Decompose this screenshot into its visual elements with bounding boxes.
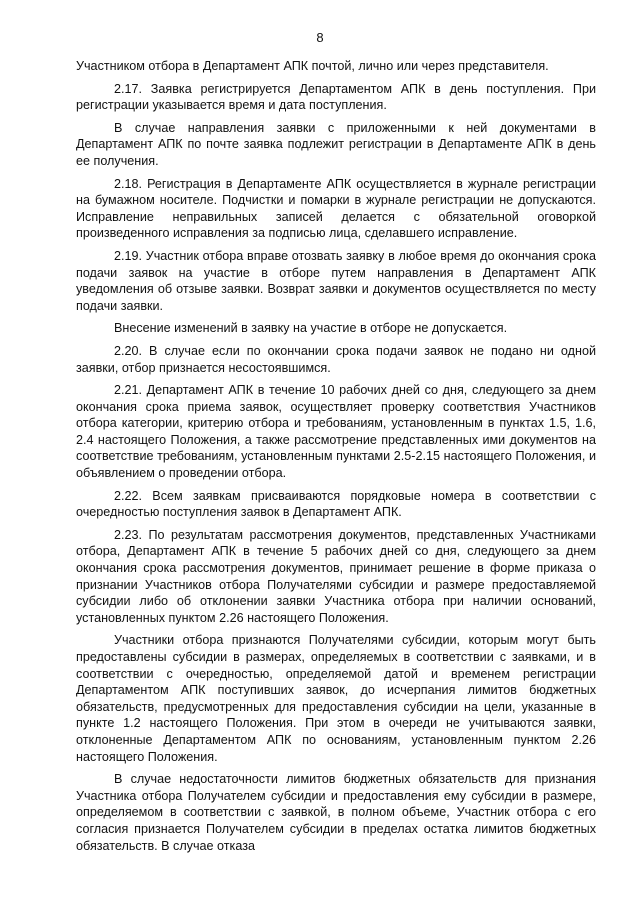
page-number: 8: [316, 30, 324, 45]
paragraph: В случае недостаточности лимитов бюджетных обязательств для признания Участника отбора Получателем субсидии и предоставления ему субсидии в размере, определяемом в соответствии с заявкой, в полном объеме, Участник отбора с его согласия признается Получателем субсидии в пределах остатка лимитов бюджетных обязательств. В случае отказа: [76, 772, 596, 853]
paragraph: В случае направления заявки с приложенными к ней документами в Департамент АПК по почте заявка подлежит регистрации в Департаменте АПК в день ее получения.: [76, 120, 596, 168]
paragraph: 2.19. Участник отбора вправе отозвать заявку в любое время до окончания срока подачи заявок на участие в отборе путем направления в Департамент АПК уведомления об отзыве заявки. Возврат заявки и документов осуществляется по месту подачи заявки.: [76, 248, 596, 313]
paragraph: 2.20. В случае если по окончании срока подачи заявок не подано ни одной заявки, отбор признается несостоявшимся.: [76, 343, 596, 375]
paragraph: 2.21. Департамент АПК в течение 10 рабочих дней со дня, следующего за днем окончания срока приема заявок, осуществляет проверку соответствия Участников отбора категории, критерию отбора и требованиям, установленным в пунктах 1.5, 1.6, 2.4 настоящего Положения, а также рассмотрение представленных ими документов на соответствие требованиям, установленным пунктами 2.5-2.15 настоящего Положения, и объявлением о проведении отбора.: [76, 383, 596, 481]
paragraph: Участники отбора признаются Получателями субсидии, которым могут быть предоставлены субсидии в размерах, определяемых в соответствии с заявками, и в соответствии с очередностью, определяемой датой и временем регистрации Департаментом АПК поступивших заявок, до исчерпания лимитов бюджетных обязательств, предусмотренных для предоставления субсидии на цели, указанные в пункте 1.2 настоящего Положения. При этом в очереди не учитываются заявки, отклоненные Департаментом АПК по основаниям, установленным пунктом 2.26 настоящего Положения.: [76, 633, 596, 764]
paragraph: Участником отбора в Департамент АПК почтой, лично или через представителя.: [76, 59, 549, 73]
paragraph: Внесение изменений в заявку на участие в отборе не допускается.: [114, 321, 508, 336]
document-body: [76, 58, 596, 860]
paragraph: 2.23. По результатам рассмотрения документов, представленных Участниками отбора, Департамент АПК в течение 5 рабочих дней со дня, следующего за днем окончания срока рассмотрения документов, принимает решение в форме приказа о признании Участников отбора Получателями субсидии и размере предоставляемой субсидии либо об отклонении заявки Участника отбора при наличии оснований, установленных пунктом 2.26 настоящего Положения.: [76, 527, 596, 625]
paragraph: 2.17. Заявка регистрируется Департаментом АПК в день поступления. При регистрации указывается время и дата поступления.: [76, 81, 596, 113]
paragraph: 2.22. Всем заявкам присваиваются порядковые номера в соответствии с очередностью поступления заявок в Департамент АПК.: [76, 488, 596, 520]
paragraph: 2.18. Регистрация в Департаменте АПК осуществляется в журнале регистрации на бумажном носителе. Подчистки и помарки в журнале регистрации не допускаются. Исправление неправильных записей делается с обязательной оговоркой произведенного исправления за подписью лица, сделавшего исправление.: [76, 176, 596, 241]
